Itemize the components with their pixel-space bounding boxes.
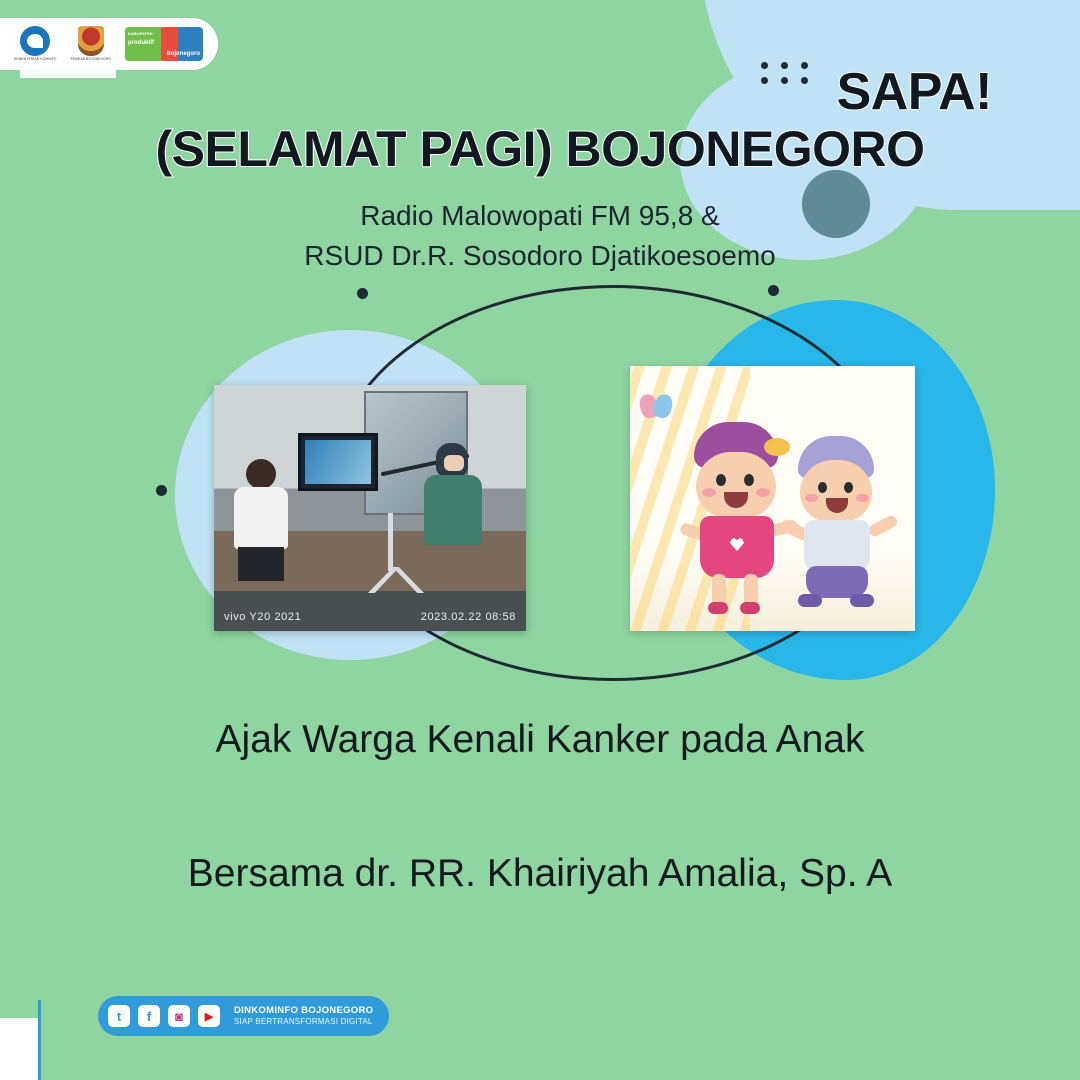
speaker-name: Bersama dr. RR. Khairiyah Amalia, Sp. A <box>187 852 893 895</box>
garuda-icon <box>78 26 104 56</box>
footer-tagline: SIAP BERTRANSFORMASI DIGITAL <box>234 1016 373 1026</box>
studio-person-guest <box>424 443 482 559</box>
decorative-ring-dot <box>768 285 779 296</box>
prokasih-logo <box>125 27 203 61</box>
prokasih-logo-line2: produktif <box>128 40 155 46</box>
studio-person-announcer <box>232 459 290 579</box>
decorative-dots <box>761 62 808 84</box>
children-illustration <box>630 366 915 631</box>
page-subtitle <box>0 196 1080 276</box>
subtitle-line1: Radio Malowopati FM 95,8 & <box>360 200 720 231</box>
garuda-logo-caption: PEMKAB BOJONEGORO <box>70 57 112 62</box>
footer-org-name: DINKOMINFO BOJONEGORO <box>234 1005 374 1017</box>
photo-watermark-timestamp: 2023.02.22 08:58 <box>420 611 516 623</box>
topic-title: Ajak Warga Kenali Kanker pada Anak <box>215 718 865 761</box>
logo-bar <box>0 18 218 70</box>
decorative-ring-dot <box>357 288 368 299</box>
kominfo-logo-caption: KEMENTERIAN KOMINFO <box>14 57 57 62</box>
decorative-left-stripe <box>38 1000 41 1080</box>
kominfo-icon <box>20 26 50 56</box>
camera-tripod <box>364 513 418 593</box>
youtube-icon[interactable]: ▶ <box>198 1005 220 1027</box>
subtitle-line2: RSUD Dr.R. Sosodoro Djatikoesoemo <box>304 239 776 271</box>
photo-watermark-device: vivo Y20 2021 <box>224 611 302 623</box>
instagram-icon[interactable]: ◙ <box>168 1005 190 1027</box>
twitter-icon[interactable]: t <box>108 1005 130 1027</box>
prokasih-logo-line1: KABUPATEN <box>128 31 153 36</box>
decorative-bottom-corner <box>0 1018 38 1080</box>
footer-social-bar <box>98 996 389 1036</box>
radio-studio-photo <box>214 385 526 631</box>
facebook-icon[interactable]: f <box>138 1005 160 1027</box>
garuda-logo <box>71 26 111 61</box>
footer-text <box>234 1005 373 1027</box>
butterfly-icon <box>640 394 674 420</box>
page-title-line2: (SELAMAT PAGI) BOJONEGORO <box>155 121 925 177</box>
decorative-ring-dot <box>156 485 167 496</box>
studio-monitor <box>298 433 378 491</box>
kominfo-logo <box>14 26 57 61</box>
child-boy-figure <box>778 436 898 612</box>
page-title-line1: SAPA! <box>836 63 992 121</box>
prokasih-logo-line3: bojonegoro <box>167 51 201 57</box>
